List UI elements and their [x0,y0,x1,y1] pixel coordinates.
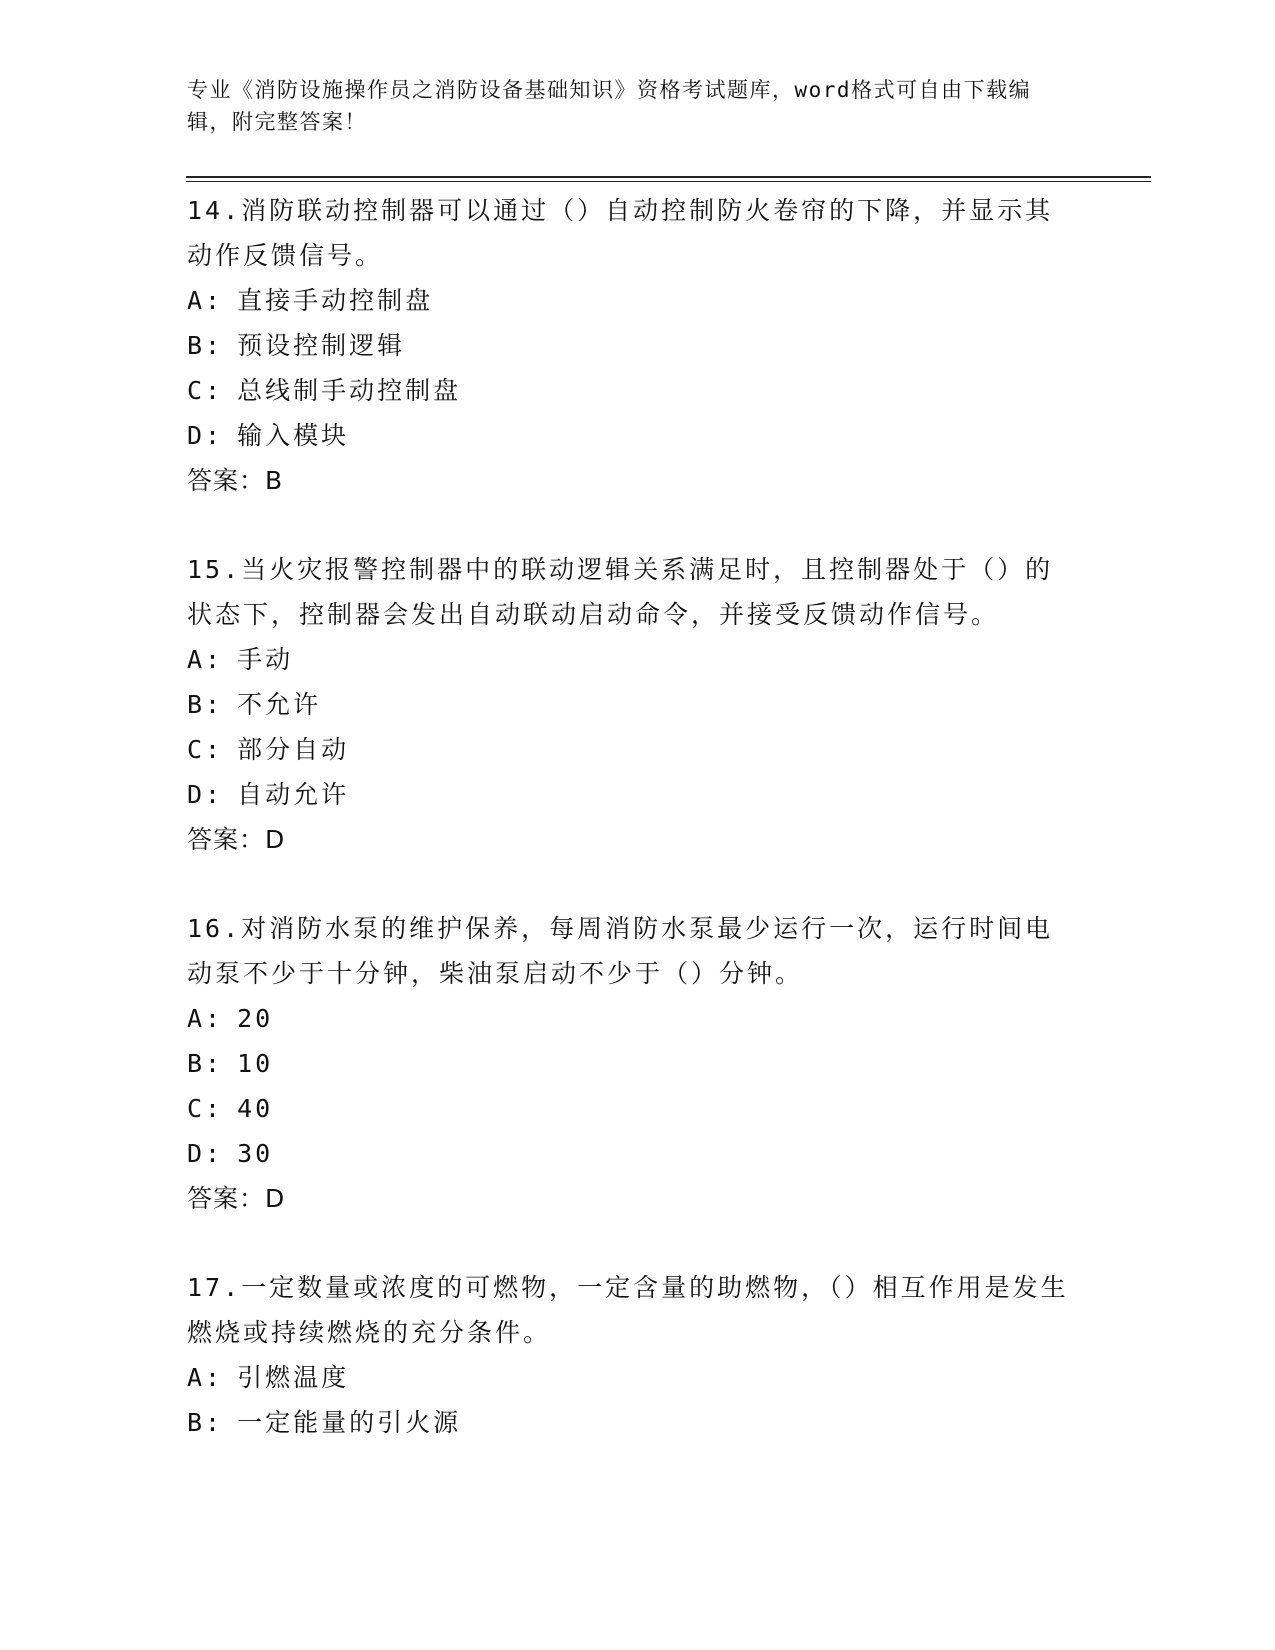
option-a [187,996,1087,1041]
option-text: 30 [237,1139,274,1168]
option-text: 预设控制逻辑 [237,331,406,360]
option-letter: A: [187,645,224,674]
option-text: 输入模块 [237,421,350,450]
question-text: 15.当火灾报警控制器中的联动逻辑关系满足时，且控制器处于（）的状态下，控制器会发出自动联动启动命令，并接受反馈动作信号。 [187,555,1054,629]
option-letter: D: [187,421,224,450]
option-text: 引燃温度 [237,1363,350,1392]
question-17 [187,1265,1087,1445]
option-text: 不允许 [237,690,322,719]
option-d [187,772,1087,817]
option-c [187,368,1087,413]
option-letter: A: [187,286,224,315]
option-letter: A: [187,1004,224,1033]
question-text: 16.对消防水泵的维护保养，每周消防水泵最少运行一次，运行时间电动泵不少于十分钟，柴油泵启动不少于（）分钟。 [187,914,1054,988]
header-divider-thick [186,176,1151,178]
option-letter: B: [187,1408,224,1437]
answer-line: 答案：D [187,825,286,854]
option-b [187,1041,1087,1086]
option-text: 自动允许 [237,780,350,809]
option-a [187,1355,1087,1400]
option-b [187,1400,1087,1445]
question-text: 17.一定数量或浓度的可燃物，一定含量的助燃物，（）相互作用是发生燃烧或持续燃烧的充分条件。 [187,1273,1069,1347]
question-15 [187,547,1087,862]
header-divider-thin [186,181,1151,182]
option-text: 总线制手动控制盘 [237,376,462,405]
option-letter: D: [187,780,224,809]
option-text: 手动 [237,645,294,674]
answer-line: 答案：B [187,466,284,495]
question-list [187,188,1087,1489]
option-text: 20 [237,1004,274,1033]
option-b [187,682,1087,727]
option-text: 直接手动控制盘 [237,286,434,315]
option-letter: C: [187,735,224,764]
option-letter: A: [187,1363,224,1392]
option-c [187,1086,1087,1131]
option-text: 40 [237,1094,274,1123]
option-c [187,727,1087,772]
option-a [187,637,1087,682]
question-text: 14.消防联动控制器可以通过（）自动控制防火卷帘的下降，并显示其动作反馈信号。 [187,196,1054,270]
answer-line: 答案：D [187,1184,286,1213]
document-intro: 专业《消防设施操作员之消防设备基础知识》资格考试题库，word格式可自由下载编辑，附完整答案！ [187,78,1032,134]
option-d [187,413,1087,458]
option-text: 部分自动 [237,735,350,764]
question-14 [187,188,1087,503]
question-16 [187,906,1087,1221]
option-d [187,1131,1087,1176]
option-letter: D: [187,1139,224,1168]
option-letter: B: [187,331,224,360]
option-letter: B: [187,1049,224,1078]
option-b [187,323,1087,368]
option-letter: B: [187,690,224,719]
option-letter: C: [187,376,224,405]
option-letter: C: [187,1094,224,1123]
option-text: 一定能量的引火源 [237,1408,462,1437]
option-a [187,278,1087,323]
option-text: 10 [237,1049,274,1078]
